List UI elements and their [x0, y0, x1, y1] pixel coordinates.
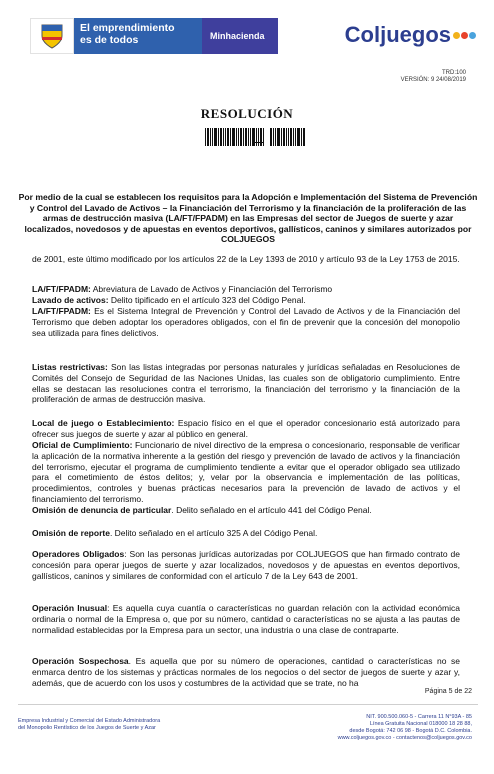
- barcode-bar: [245, 128, 247, 146]
- brand-dots-icon: [453, 32, 476, 39]
- barcode-left: [205, 128, 264, 146]
- barcode-bar: [277, 128, 280, 146]
- colombia-shield-icon: [30, 18, 74, 54]
- barcode-bar: [238, 128, 239, 146]
- footer-left-line-2: del Monopolio Rentístico de los Juegos de Suerte y Azar: [18, 725, 156, 731]
- barcode-bar: [263, 128, 264, 146]
- definition-text: Espacio físico en el que el operador concesionario está autorizado para ofrecer sus juegos de suerte y azar al público en general.: [32, 418, 460, 439]
- definition-term: Omisión de denuncia de particular: [32, 505, 172, 515]
- barcode-bar: [232, 128, 235, 146]
- footer-divider: [18, 704, 478, 705]
- ministry-label: Minhacienda: [202, 18, 278, 54]
- barcode-bar: [220, 128, 222, 146]
- barcode-bar: [275, 128, 276, 146]
- definition-term: Listas restrictivas:: [32, 362, 108, 372]
- barcode-bar: [293, 128, 294, 146]
- barcode-bar: [218, 128, 219, 146]
- slogan-line-1: El emprendimiento: [80, 22, 175, 34]
- barcode-bar: [288, 128, 289, 146]
- definition-laft: [32, 284, 460, 295]
- definition-text: Son las listas integradas por personas naturales y jurídicas señaladas en Resoluciones de Comités del Consejo de Seguridad de las Naciones Unidas, las cuales son de obligatorio cumplimiento. Entre ellas se destacan las resoluciones contra el terrorismo, la financiación del terrorismo y la financiación de la proliferación de armas de destrucción masiva.: [32, 362, 460, 405]
- definition-term: Local de juego o Establecimiento:: [32, 418, 175, 428]
- definition-term: LA/FT/FPADM:: [32, 306, 91, 316]
- barcode-bar: [250, 128, 251, 146]
- definition-operadores: [32, 549, 460, 581]
- definition-text: . Delito señalado en el artículo 325 A del Código Penal.: [109, 528, 318, 538]
- definition-text: Delito tipificado en el artículo 323 del Código Penal.: [108, 295, 306, 305]
- footer-right-line-4: www.coljuegos.gov.co - contactenos@coljuegos.gov.co: [337, 735, 472, 741]
- barcode-bar: [212, 128, 213, 146]
- barcode-bar: [248, 128, 249, 146]
- definition-term: Operadores Obligados: [32, 549, 125, 559]
- definition-text: : Es aquella cuya cuantía o características no guardan relación con la actividad económica ordinaria o normal de la Empresa o, que por su número, cantidad o características no se ajusta a las pautas de normalidad establecidas por la Empresa para un sector, una industria o una clase de contraparte.: [32, 603, 460, 635]
- barcode-bar: [223, 128, 224, 146]
- definition-term: Oficial de Cumplimiento:: [32, 440, 133, 450]
- barcode-bar: [227, 128, 229, 146]
- barcode-bar: [273, 128, 274, 146]
- government-slogan: [74, 18, 202, 54]
- definition-omision-reporte: [32, 528, 460, 539]
- barcode-bar: [214, 128, 217, 146]
- barcode-bar: [252, 128, 255, 146]
- barcode-bar: [205, 128, 206, 146]
- definition-operacion-sospechosa: [32, 656, 460, 688]
- barcode-bar: [290, 128, 292, 146]
- definition-text: : Son las personas jurídicas autorizadas por COLJUEGOS que han firmado contrato de concesión para operar juegos de suerte y azar localizados, novedosos y de apuestas en eventos deportivos, gallísticos, caninos y similares de conformidad con el artículo 7 de la Ley 643 de 2001.: [32, 549, 460, 581]
- version-label: VERSIÓN: 9 24/08/2019: [400, 77, 466, 83]
- barcode-bar: [230, 128, 231, 146]
- barcode-right: [270, 128, 305, 146]
- definition-listas: [32, 362, 460, 405]
- barcode-bar: [260, 128, 262, 146]
- slogan-line-2: es de todos: [80, 34, 139, 46]
- definition-text: . Delito señalado en el artículo 441 del Código Penal.: [171, 505, 372, 515]
- trd-code: TRD:100: [441, 70, 466, 76]
- barcode-bar: [243, 128, 244, 146]
- definition-text: Es el Sistema Integral de Prevención y Control del Lavado de Activos y de la Financiación del Terrorismo que deben adoptar los operadores obligados, con el fin de prevenir que la concesión del monopolio sea utilizada para fines delictivos.: [32, 306, 460, 338]
- definition-term: Operación Sospechosa: [32, 656, 129, 666]
- barcode-bar: [207, 128, 209, 146]
- definition-omision-denuncia: [32, 505, 460, 516]
- footer-right-line-2: Línea Gratuita Nacional 018000 18 28 88,: [369, 721, 472, 727]
- footer-left-line-1: Empresa Industrial y Comercial del Estado Administradora: [18, 718, 161, 724]
- definition-text: Funcionario de nivel directivo de la empresa o concesionario, responsable de verificar la aplicación de la normativa inherente a la gestión del riesgo y prevención de lavado de activos y la financiación del terrorismo, ejecutar el programa de cumplimiento tendiente a evitar que el operador obligado sea utilizado para el cometimiento de éstos delitos; y, velar por la observancia e implementación de las políticas, procedimientos, controles y buenas prácticas necesarios para la prevención de lavado de activos y el financiamiento del terrorismo.: [32, 440, 460, 504]
- definition-term: Lavado de activos:: [32, 295, 109, 305]
- resolution-purpose: Por medio de la cual se establecen los requisitos para la Adopción e Implementación del Sistema de Prevención y Control del Lavado de Activos – la Financiación del Terrorismo y la financiación de la proliferación de las armas de destrucción masiva (LA/FT/FPADM) en las Empresas del sector de Juegos de suerte y azar localizados, novedosos y de apuestas en eventos deportivos, gallísticos, caninos y similares autorizados por COLJUEGOS: [18, 192, 478, 245]
- barcode-bar: [281, 128, 282, 146]
- government-banner: [30, 18, 278, 54]
- definition-term: Omisión de reporte: [32, 528, 110, 538]
- document-meta: [401, 70, 466, 84]
- definition-lavado: [32, 295, 460, 306]
- barcode-bar: [258, 128, 259, 146]
- definition-term: Operación Inusual: [32, 603, 108, 613]
- barcode-bar: [301, 128, 302, 146]
- definition-sarlaft: [32, 306, 460, 338]
- footer-right-line-3: desde Bogotá: 742 06 98 - Bogotá D.C. Colombia.: [349, 728, 472, 734]
- barcode-bar: [210, 128, 211, 146]
- barcode-bar: [236, 128, 237, 146]
- barcode-bar: [240, 128, 242, 146]
- barcode-bar: [256, 128, 257, 146]
- paragraph-1: de 2001, este último modificado por los artículos 22 de la Ley 1393 de 2010 y artículo 93 de la Ley 1753 de 2015.: [32, 254, 460, 264]
- barcode-bar: [270, 128, 272, 146]
- barcode-bar: [297, 128, 300, 146]
- definition-operacion-inusual: [32, 603, 460, 635]
- definition-term: LA/FT/FPADM:: [32, 284, 91, 294]
- barcode-bar: [286, 128, 287, 146]
- document-title: RESOLUCIÓN: [200, 106, 294, 121]
- barcode-bar: [225, 128, 226, 146]
- footer-entity: [18, 718, 160, 732]
- definition-oficial: [32, 440, 460, 505]
- barcode-separator: [254, 142, 264, 143]
- definition-local: [32, 418, 460, 440]
- barcode-bar: [303, 128, 305, 146]
- barcode-bar: [283, 128, 285, 146]
- coljuegos-logo: [345, 22, 476, 48]
- footer-right-line-1: NIT. 900.500.060-5 - Carrera 11 N°93A - 85: [366, 714, 472, 720]
- definition-text: . Es aquella que por su número de operaciones, cantidad o características no se enmarca dentro de los sistemas y prácticas normales de los negocios o del sector de juegos de suerte y azar y, además, que de acuerdo con los usos y costumbres de la actividad que se trate, no ha: [32, 656, 460, 688]
- brand-name: Coljuegos: [344, 22, 451, 47]
- page-number: Página 5 de 22: [424, 688, 472, 695]
- page-header: [0, 0, 494, 62]
- definition-text: Abreviatura de Lavado de Activos y Financiación del Terrorismo: [90, 284, 333, 294]
- footer-contact: [338, 714, 472, 742]
- barcode-bar: [295, 128, 296, 146]
